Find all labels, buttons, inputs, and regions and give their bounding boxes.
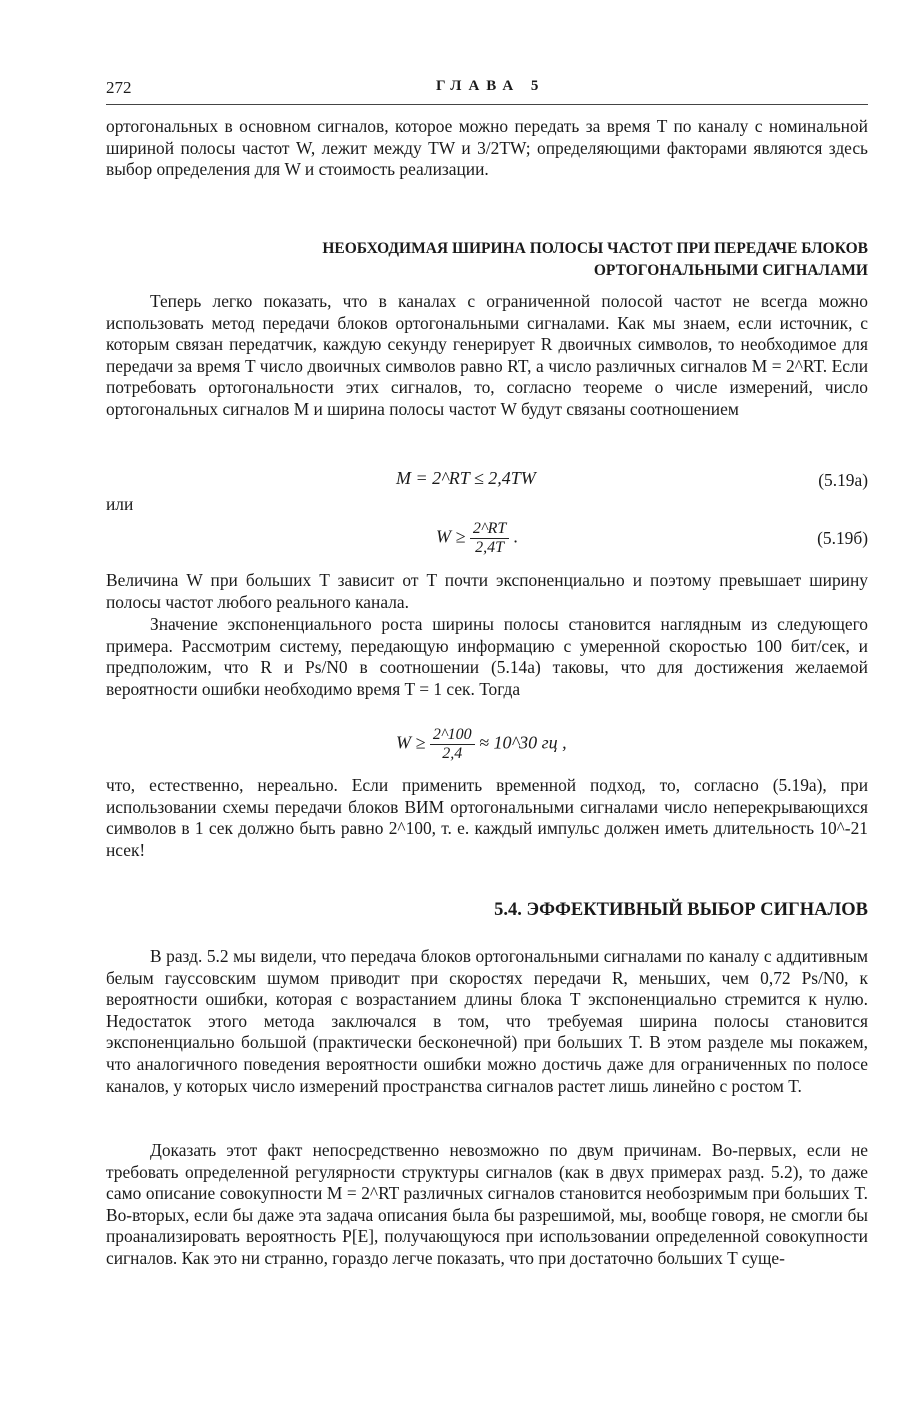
paragraph-3	[106, 570, 868, 613]
equation-example-numerator: 2^100	[430, 726, 475, 745]
equation-5-19b-denominator: 2,4T	[475, 539, 505, 556]
equation-5-19b-number: (5.19б)	[817, 528, 868, 548]
section-title-text: 5.4. ЭФФЕКТИВНЫЙ ВЫБОР СИГНАЛОВ	[494, 900, 868, 920]
paragraph-1-text: ортогональных в основном сигналов, которое можно передать за время T по каналу с номинальной шириной полосы частот W, лежит между TW и 3/2TW; определяющими факторами являются здесь выбор определения для W и стоимость реализации.	[106, 116, 868, 180]
paragraph-2	[106, 291, 868, 421]
equation-example	[106, 722, 868, 770]
page-number: 272	[106, 78, 132, 97]
section-heading-line2: ОРТОГОНАЛЬНЫМИ СИГНАЛАМИ	[593, 261, 868, 279]
paragraph-5-text: что, естественно, нереально. Если применить временной подход, то, согласно (5.19а), при использовании схемы передачи блоков ВИМ ортогональными сигналами число неперекрывающихся символов в 1 сек должно быть равно 2^100, т. е. каждый импульс должен иметь длительность 10^-21 нсек!	[106, 775, 868, 860]
paragraph-5	[106, 775, 868, 861]
paragraph-6-text: В разд. 5.2 мы видели, что передача блоков ортогональными сигналами по каналу с аддитивным белым гауссовским шумом приводит при скоростях передачи R, меньших, чем 0,72 Ps/N0, к вероятности ошибки, которая с возрастанием длины блока T экспоненциально стремится к нулю. Недостаток этого метода заключался в том, что требуемая ширина полосы становится экспоненциально большой (практически бесконечной) при больших T. В этом разделе мы покажем, что аналогичного поведения вероятности ошибки можно достичь даже для ограниченных по полосе каналов, у которых число измерений пространства сигналов растет лишь линейно с ростом T.	[106, 946, 868, 1096]
paragraph-7	[106, 1140, 868, 1270]
equation-5-19b-fraction	[470, 520, 509, 557]
paragraph-4	[106, 614, 868, 700]
word-or: или	[106, 494, 134, 514]
paragraph-6	[106, 946, 868, 1097]
paragraph-7-text: Доказать этот факт непосредственно невозможно по двум причинам. Во-первых, если не требовать определенной регулярности структуры сигналов (как в двух примерах разд. 5.2), то даже само описание совокупности M = 2^RT различных сигналов становится необозримым при больших T. Во-вторых, если бы даже эта задача описания была бы разрешимой, мы, вообще говоря, не смогли бы проанализировать вероятность P[E], получающуюся при использовании определенной совокупности сигналов. Как это ни странно, гораздо легче показать, что при достаточно больших T суще-	[106, 1140, 868, 1268]
running-title: ГЛАВА 5	[436, 78, 546, 94]
equation-5-19b-tail: .	[513, 526, 519, 547]
equation-5-19a-number: (5.19а)	[818, 470, 868, 490]
equation-5-19a	[106, 466, 868, 496]
paragraph-2-text: Теперь легко показать, что в каналах с ограниченной полосой частот не всегда можно использовать метод передачи блоков ортогональными сигналами. Как мы знаем, если источник, с которым связан передатчик, каждую секунду генерирует R двоичных символов, то необходимое для передачи за время T число двоичных символов равно RT, а число различных сигналов M = 2^RT. Если потребовать ортогональности этих сигналов, то, согласно теореме о числе измерений, число ортогональных сигналов M и ширина полосы частот W будут связаны соотношением	[106, 291, 868, 419]
equation-5-19b	[106, 514, 868, 562]
equation-5-19a-body: M = 2^RT ≤ 2,4TW	[396, 468, 536, 488]
equation-5-19b-left: W ≥	[436, 526, 466, 547]
equation-example-tail: ≈ 10^30 гц ,	[479, 732, 567, 753]
section-heading	[106, 238, 868, 281]
equation-5-19b-numerator: 2^RT	[470, 520, 509, 539]
equation-example-body	[396, 726, 567, 763]
header-rule	[106, 104, 868, 105]
section-title	[106, 900, 868, 921]
page-header	[106, 78, 868, 100]
equation-5-19b-body	[436, 520, 518, 557]
equation-example-left: W ≥	[396, 732, 426, 753]
equation-example-denominator: 2,4	[442, 745, 463, 762]
paragraph-4-text: Значение экспоненциального роста ширины полосы становится наглядным из следующего примера. Рассмотрим систему, передающую информацию с умеренной скоростью 100 бит/сек, и предположим, что R и Ps/N0 в соотношении (5.14а) таковы, что для достижения желаемой вероятности ошибки необходимо время T = 1 сек. Тогда	[106, 614, 868, 699]
paragraph-1	[106, 116, 868, 181]
equation-example-fraction	[430, 726, 475, 763]
section-heading-line1: НЕОБХОДИМАЯ ШИРИНА ПОЛОСЫ ЧАСТОТ ПРИ ПЕРЕДАЧЕ БЛОКОВ	[322, 240, 868, 257]
paragraph-3-text: Величина W при больших T зависит от T почти экспоненциально и поэтому превышает ширину полосы частот любого реального канала.	[106, 570, 868, 612]
